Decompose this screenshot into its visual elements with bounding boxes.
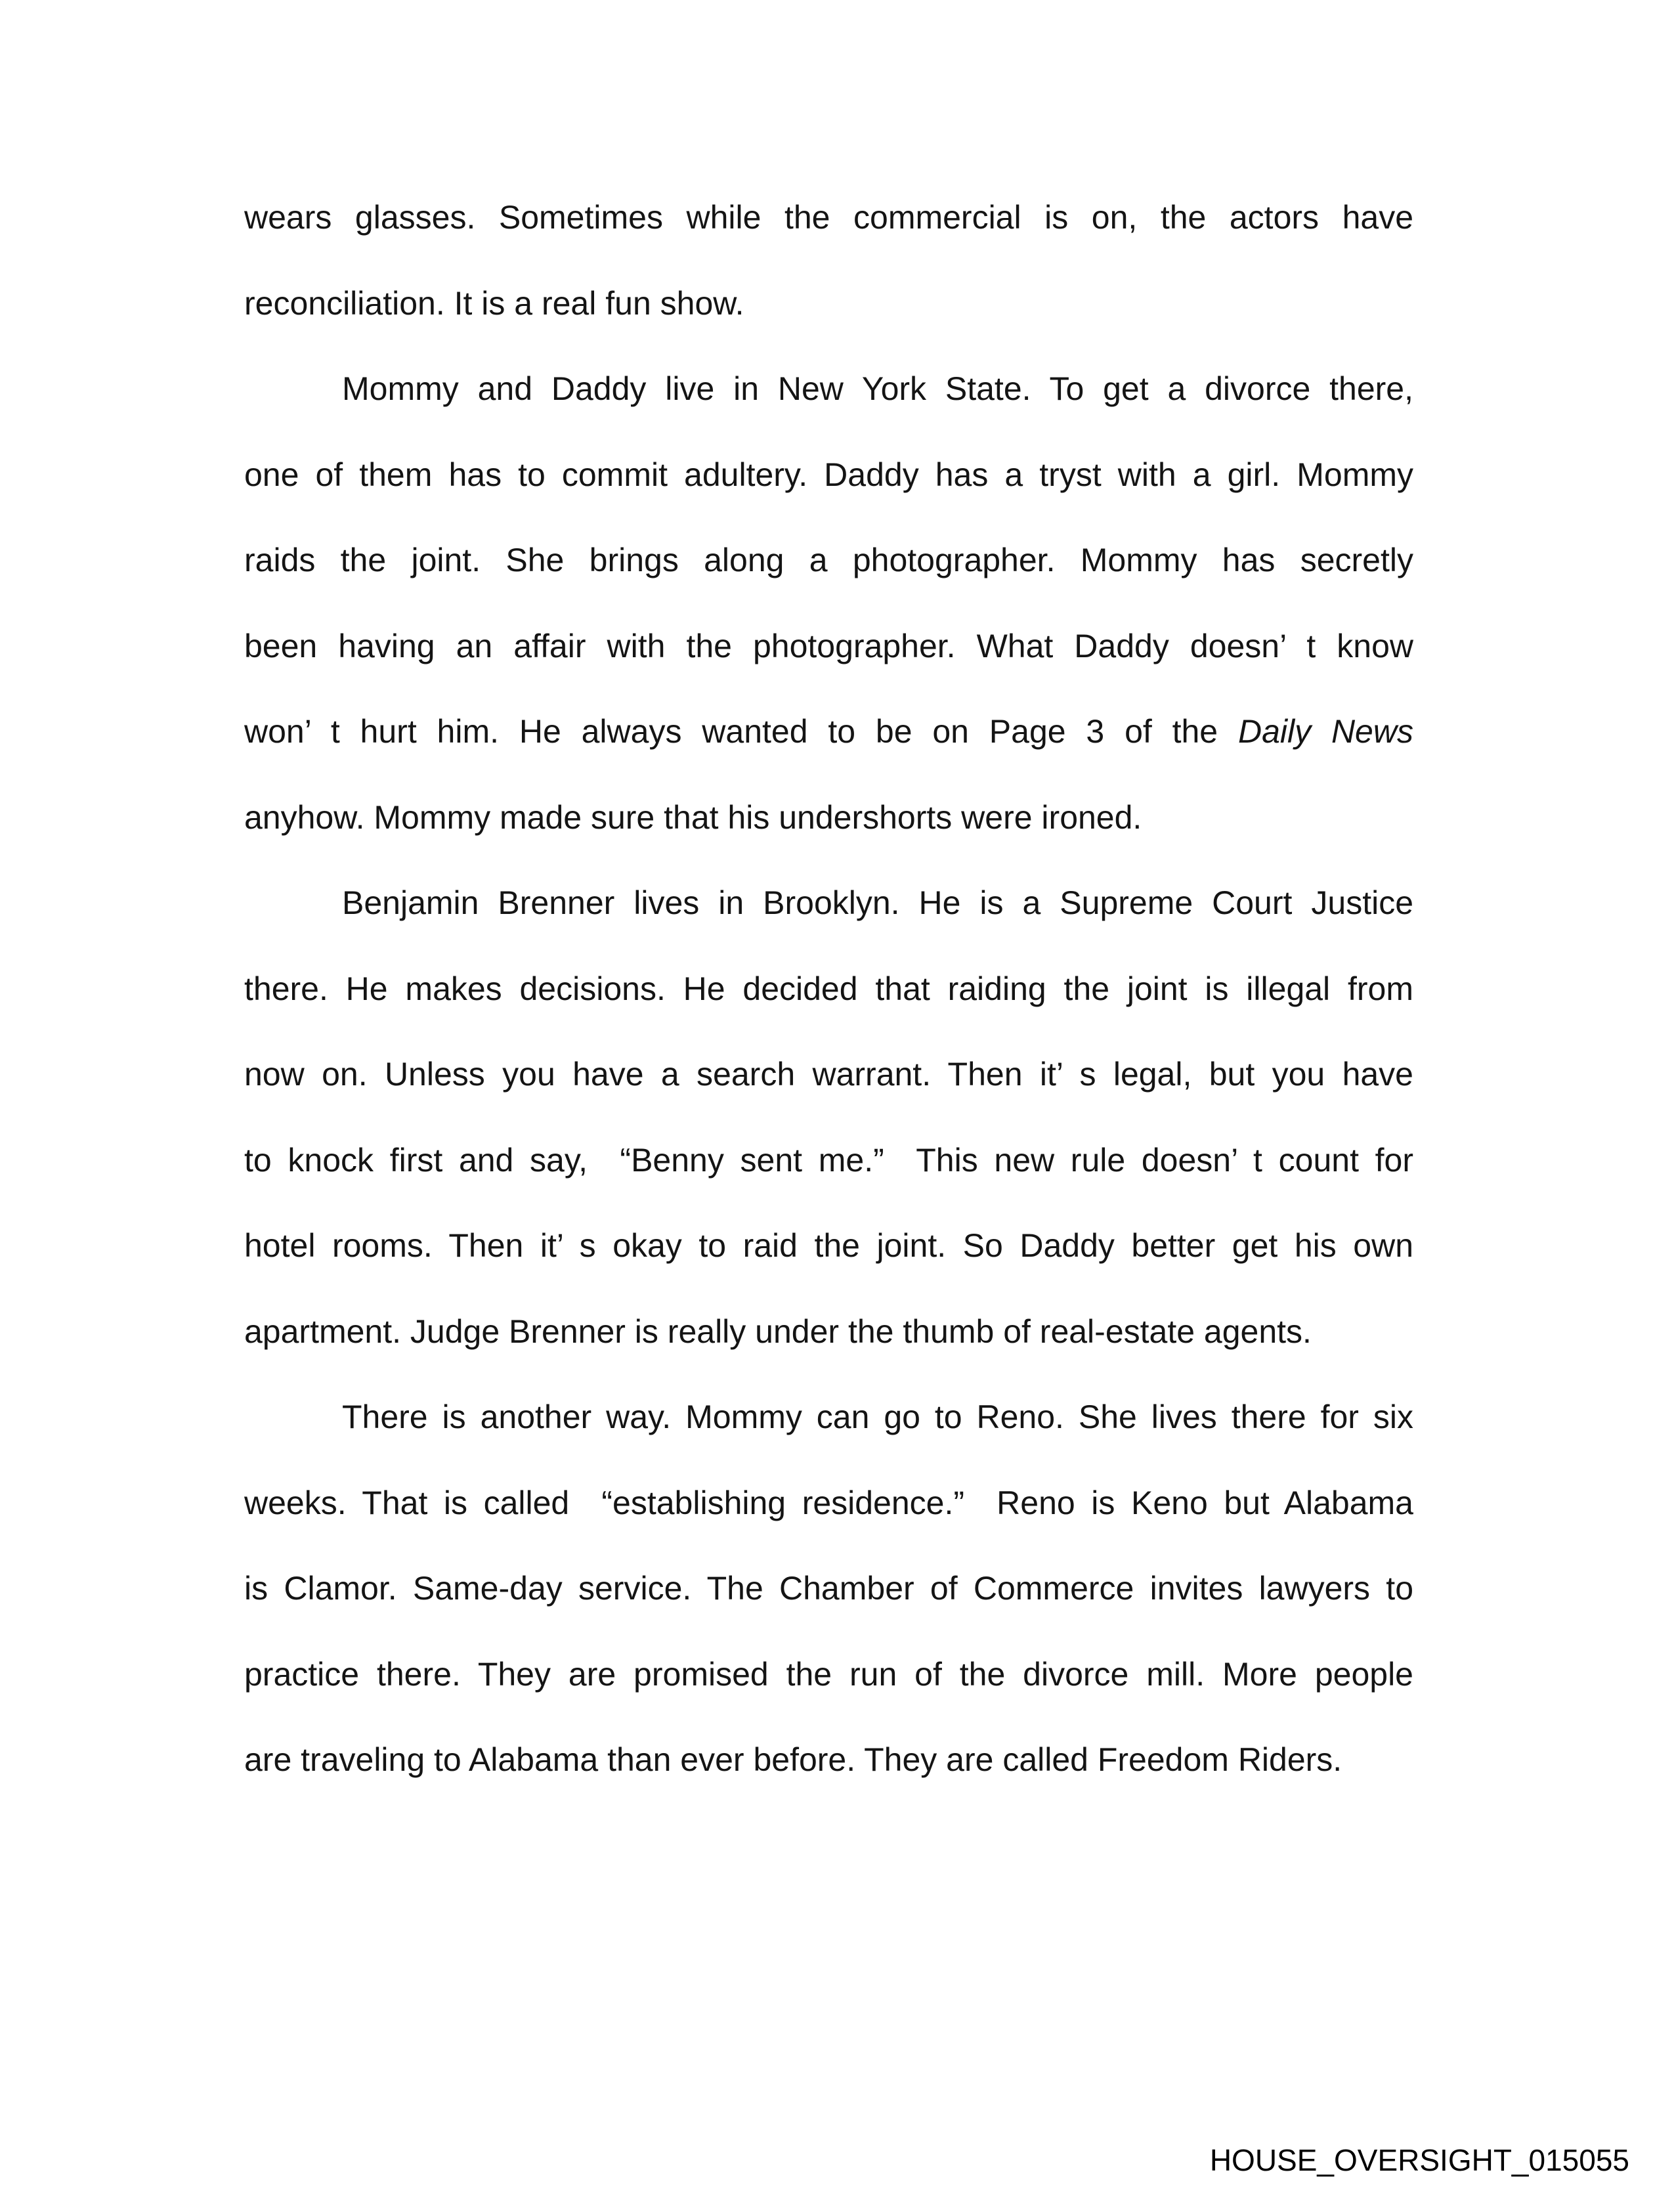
- paragraph: [244, 860, 1413, 1374]
- bates-number: HOUSE_OVERSIGHT_015055: [1209, 2143, 1629, 2177]
- publication-title: Daily News: [1237, 713, 1413, 750]
- text-line: Benjamin Brenner lives in Brooklyn. He is a Supreme Court Justice: [342, 884, 1413, 921]
- text-line: are traveling to Alabama than ever before. They are called Freedom Riders.: [244, 1741, 1342, 1778]
- paragraph: [244, 175, 1413, 346]
- paragraph: [244, 1374, 1413, 1803]
- text-line: There is another way. Mommy can go to Reno. She lives there for six: [342, 1399, 1413, 1435]
- text-line: hotel rooms. Then it’ s okay to raid the joint. So Daddy better get his own: [244, 1227, 1413, 1264]
- text-line: [244, 689, 1413, 775]
- text-line: weeks. That is called “establishing residence.” Reno is Keno but Alabama: [244, 1484, 1413, 1521]
- text-line: there. He makes decisions. He decided that raiding the joint is illegal from: [244, 970, 1413, 1007]
- text-line: is Clamor. Same-day service. The Chamber of Commerce invites lawyers to: [244, 1570, 1413, 1607]
- text-line-lead: won’ t hurt him. He always wanted to be on Page 3 of the: [244, 713, 1218, 750]
- text-line: to knock first and say, “Benny sent me.” This new rule doesn’ t count for: [244, 1141, 1413, 1179]
- paragraph: [244, 346, 1413, 860]
- text-line: been having an affair with the photographer. What Daddy doesn’ t know: [244, 627, 1413, 664]
- text-line: reconciliation. It is a real fun show.: [244, 284, 744, 322]
- text-line: now on. Unless you have a search warrant. Then it’ s legal, but you have: [244, 1056, 1413, 1093]
- text-line: raids the joint. She brings along a photographer. Mommy has secretly: [244, 542, 1413, 578]
- text-line: one of them has to commit adultery. Daddy has a tryst with a girl. Mommy: [244, 456, 1413, 493]
- text-line: Mommy and Daddy live in New York State. To get a divorce there,: [342, 370, 1413, 407]
- text-line: apartment. Judge Brenner is really under the thumb of real-estate agents.: [244, 1312, 1312, 1350]
- text-line: wears glasses. Sometimes while the commercial is on, the actors have: [244, 199, 1413, 236]
- text-line: practice there. They are promised the run of the divorce mill. More people: [244, 1655, 1413, 1693]
- document-body: [244, 175, 1413, 1803]
- text-line: anyhow. Mommy made sure that his undershorts were ironed.: [244, 798, 1142, 836]
